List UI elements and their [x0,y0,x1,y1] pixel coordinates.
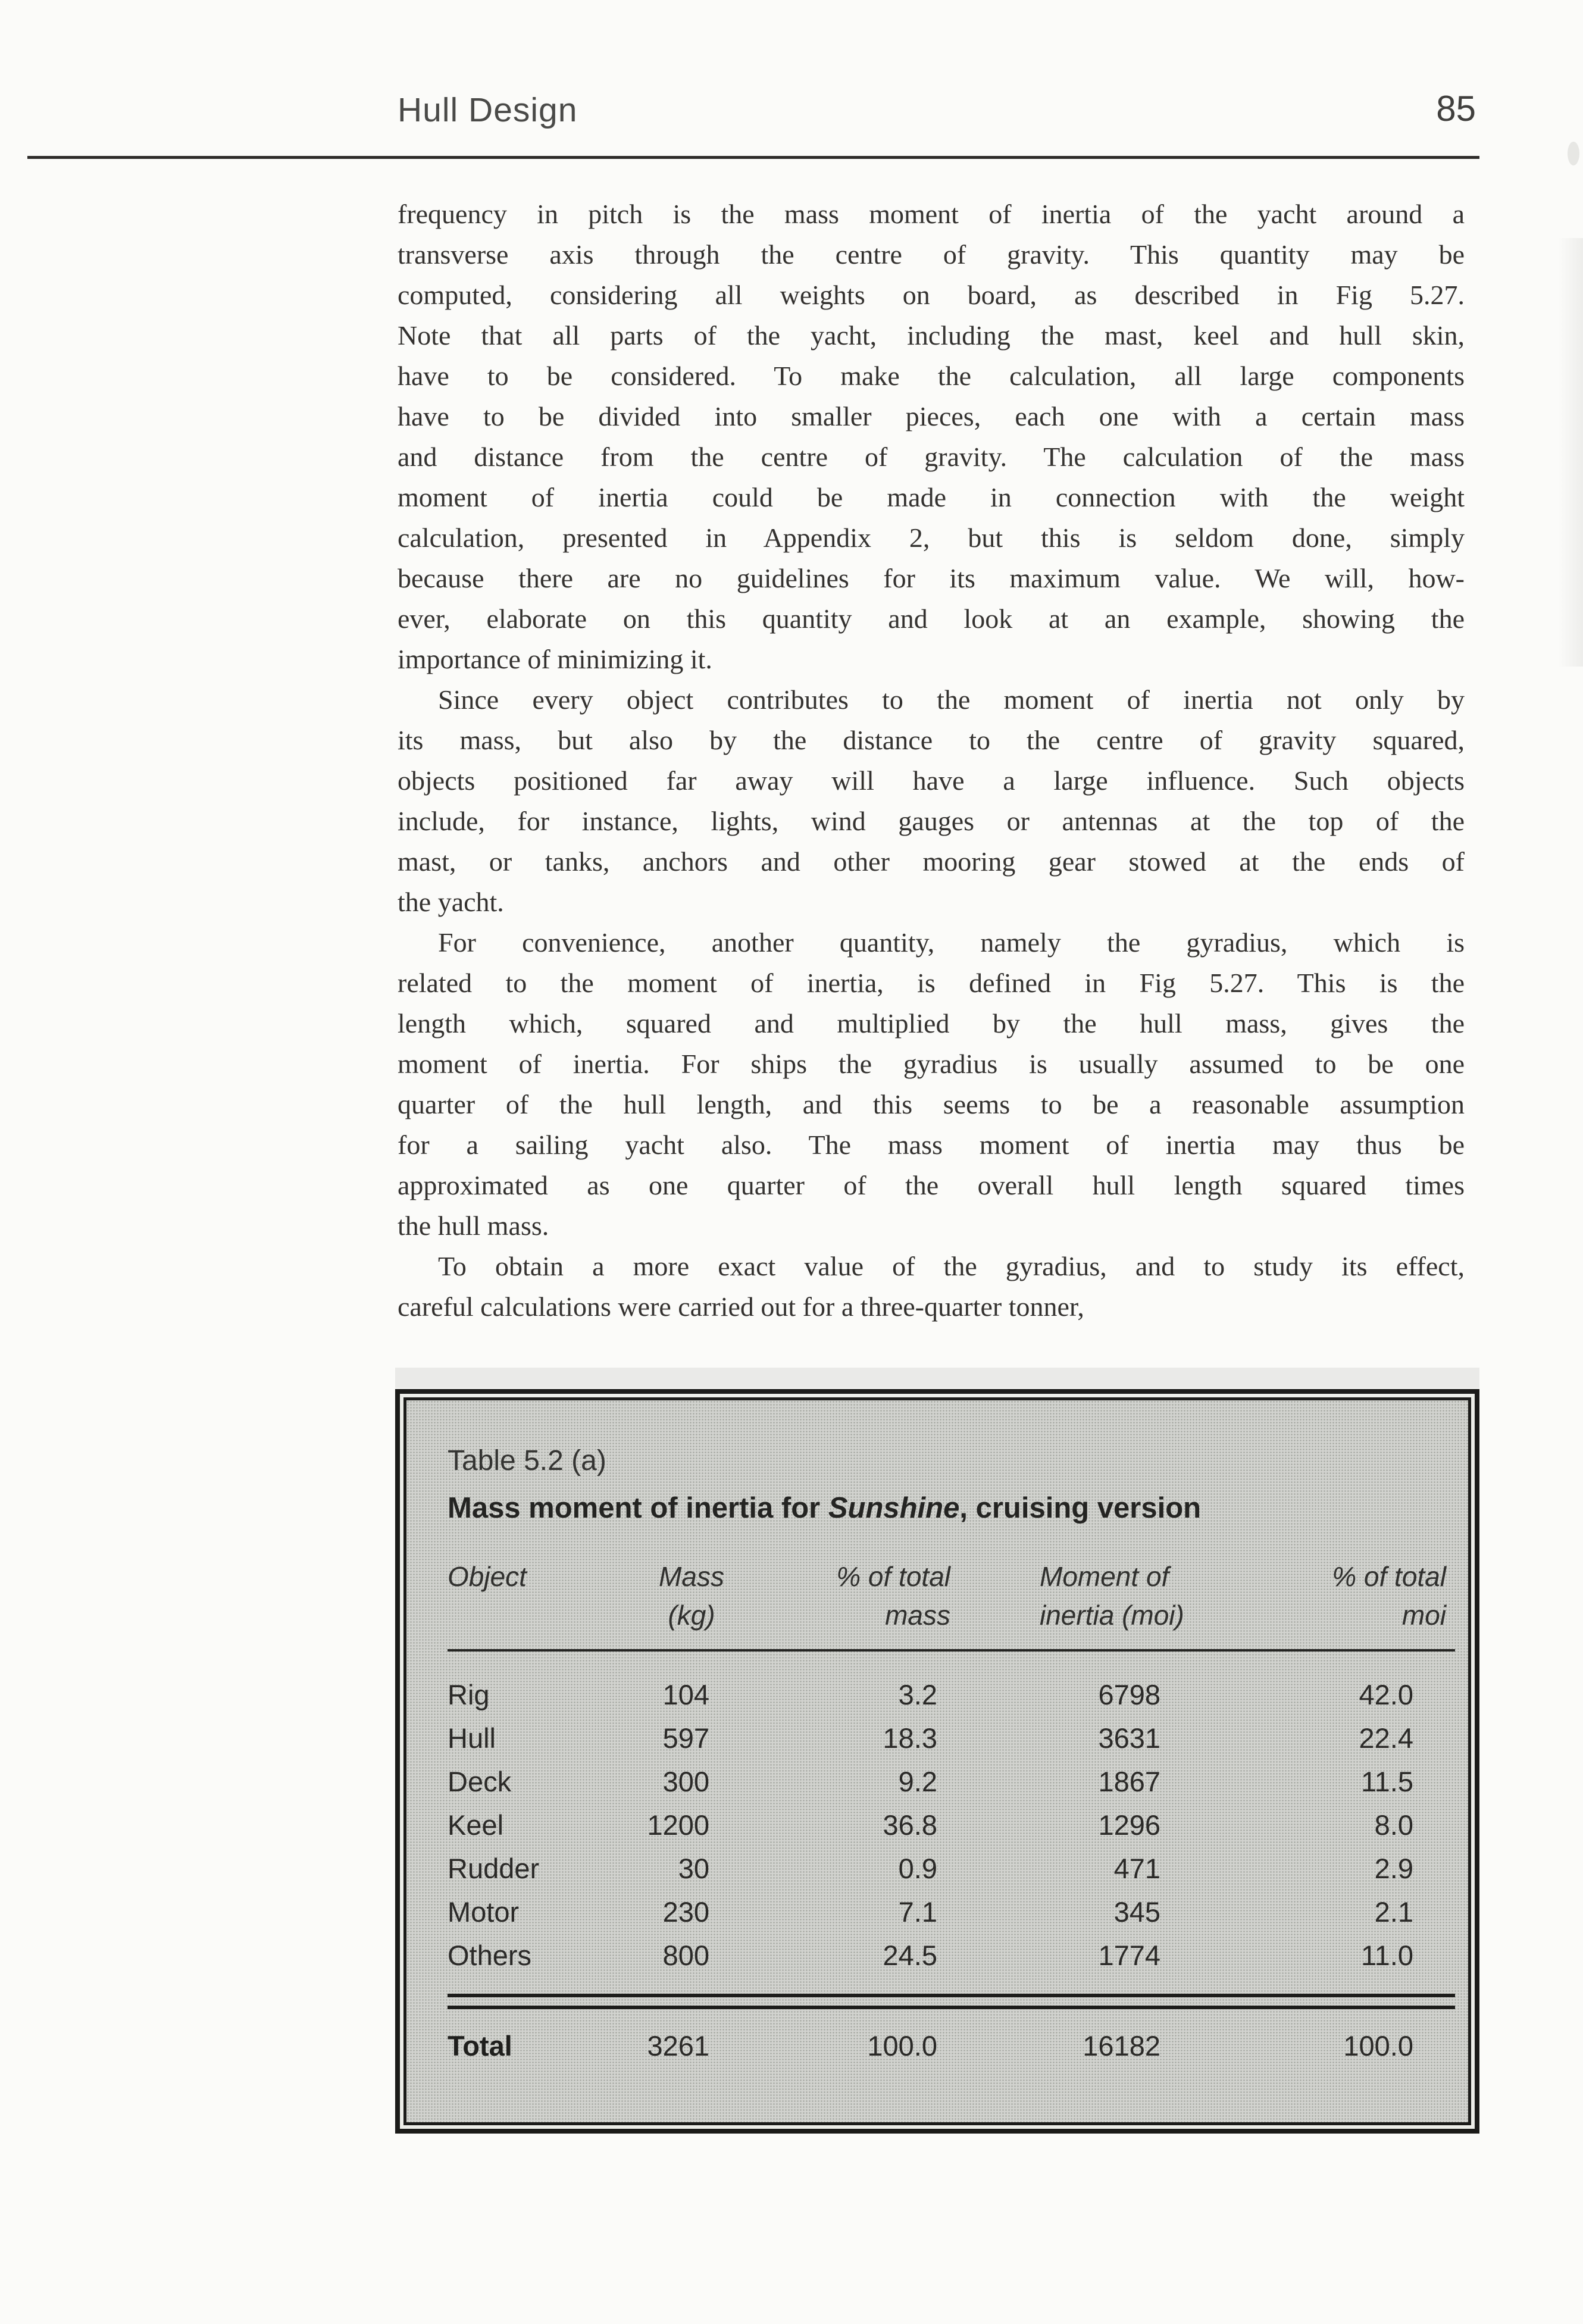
column-header-moi [971,1557,1206,1635]
table-cell: 8.0 [1374,1809,1413,1841]
table-cell: 1867 [1098,1766,1160,1797]
text-line: Since every object contributes to the moment of inertia not only by [438,684,1465,715]
text-line: the yacht. [398,887,504,917]
table-cell: 11.5 [1361,1766,1413,1797]
table-row-label: Rig [448,1679,490,1710]
text-line: frequency in pitch is the mass moment of inertia of the yacht around a [398,199,1465,229]
running-head-title: Hull Design [398,91,578,129]
text-line: objects positioned far away will have a large influence. Such objects [398,765,1465,796]
table-cell: 230 [662,1896,709,1928]
column-header-mass [644,1557,739,1635]
table-cell: 7.1 [898,1896,937,1928]
table-row-label: Hull [448,1722,496,1754]
text-line: length which, squared and multiplied by the hull mass, gives the [398,1008,1465,1039]
column-header-line: (kg) [668,1600,715,1631]
total-mass: 3261 [647,2030,709,2062]
total-row-label: Total [448,2030,512,2062]
table-scan-shadow [395,1368,1479,1388]
table-title: Table 5.2 (a) [448,1445,606,1477]
table-cell: 30 [678,1853,709,1884]
table-cell: 104 [662,1679,709,1710]
table-cell: 300 [662,1766,709,1797]
text-line: For convenience, another quantity, namely the gyradius, which is [438,927,1465,958]
text-line: the hull mass. [398,1211,549,1241]
text-line: approximated as one quarter of the overall hull length squared times [398,1170,1465,1200]
table-cell: 18.3 [883,1722,937,1754]
table-caption-suffix: , cruising version [959,1492,1202,1524]
scan-artifact-band [1558,238,1583,667]
column-header-line: inertia (moi) [1040,1600,1184,1631]
table-cell: 2.9 [1374,1853,1413,1884]
text-line: moment of inertia could be made in connection with the weight [398,482,1465,512]
text-line: computed, considering all weights on board, as described in Fig 5.27. [398,280,1465,310]
table-cell: 3631 [1098,1722,1160,1754]
text-line: To obtain a more exact value of the gyradius, and to study its effect, [438,1251,1465,1281]
table-cell: 2.1 [1374,1896,1413,1928]
total-pct-moi: 100.0 [1343,2030,1413,2062]
total-pct-mass: 100.0 [867,2030,937,2062]
text-line: because there are no guidelines for its maximum value. We will, how- [398,563,1465,593]
text-line: transverse axis through the centre of gravity. This quantity may be [398,239,1465,270]
text-line: moment of inertia. For ships the gyradius is usually assumed to be one [398,1049,1465,1079]
column-header-line: moi [1401,1600,1446,1631]
text-line: related to the moment of inertia, is defined in Fig 5.27. This is the [398,968,1465,998]
column-header-line: % of total [1332,1561,1446,1592]
column-header-line: Object [448,1561,527,1592]
header-rule [27,156,1479,159]
table-cell: 24.5 [883,1940,937,1971]
table-cell: 800 [662,1940,709,1971]
table-cell: 9.2 [898,1766,937,1797]
column-header-line: % of total [836,1561,950,1592]
body-text [398,194,1465,1327]
table-inner [403,1397,1471,2125]
table-cell: 1200 [647,1809,709,1841]
text-line: careful calculations were carried out for a three-quarter tonner, [398,1291,1084,1322]
text-line: have to be divided into smaller pieces, each one with a certain mass [398,401,1465,431]
column-header-object [448,1557,644,1596]
table-cell: 6798 [1098,1679,1160,1710]
text-line: mast, or tanks, anchors and other mooring gear stowed at the ends of [398,846,1465,877]
scan-artifact-speck [1568,142,1579,165]
table-row-label: Deck [448,1766,512,1797]
text-line: have to be considered. To make the calculation, all large components [398,361,1465,391]
header-underline-rule [448,1649,1455,1651]
table-row-label: Motor [448,1896,520,1928]
text-line: importance of minimizing it. [398,644,712,674]
table-row-label: Keel [448,1809,504,1841]
text-line: its mass, but also by the distance to the centre of gravity squared, [398,725,1465,755]
column-header-line: Mass [659,1561,724,1592]
table-row-label: Rudder [448,1853,540,1884]
table-cell: 42.0 [1359,1679,1413,1710]
table-caption-boat-name: Sunshine [828,1492,960,1524]
table-cell: 11.0 [1361,1940,1413,1971]
table-row-label: Others [448,1940,532,1971]
page-number: 85 [1436,89,1476,129]
table-caption [448,1490,1455,1527]
text-line: ever, elaborate on this quantity and look at an example, showing the [398,603,1465,634]
text-line: calculation, presented in Appendix 2, but this is seldom done, simply [398,523,1465,553]
data-table [448,1557,1455,2070]
column-header-line: Moment of [1040,1561,1169,1592]
table-cell: 597 [662,1722,709,1754]
total-moi: 16182 [1083,2030,1160,2062]
table-frame [395,1389,1479,2134]
text-line: Note that all parts of the yacht, including the mast, keel and hull skin, [398,320,1465,351]
table-cell: 1296 [1098,1809,1160,1841]
table-caption-prefix: Mass moment of inertia for [448,1492,828,1524]
text-line: include, for instance, lights, wind gauges or antennas at the top of the [398,806,1465,836]
table-cell: 345 [1113,1896,1160,1928]
table-cell: 22.4 [1359,1722,1413,1754]
table-cell: 36.8 [883,1809,937,1841]
table-cell: 3.2 [898,1679,937,1710]
total-separator-rule [448,1994,1455,2009]
table-cell: 471 [1113,1853,1160,1884]
table-cell: 0.9 [898,1853,937,1884]
text-line: for a sailing yacht also. The mass moment of inertia may thus be [398,1130,1465,1160]
column-header-line: mass [885,1600,950,1631]
text-line: and distance from the centre of gravity. The calculation of the mass [398,442,1465,472]
column-header-pct-moi [1206,1557,1455,1635]
table-cell: 1774 [1098,1940,1160,1971]
column-header-pct-mass [739,1557,971,1635]
text-line: quarter of the hull length, and this seems to be a reasonable assumption [398,1089,1465,1119]
